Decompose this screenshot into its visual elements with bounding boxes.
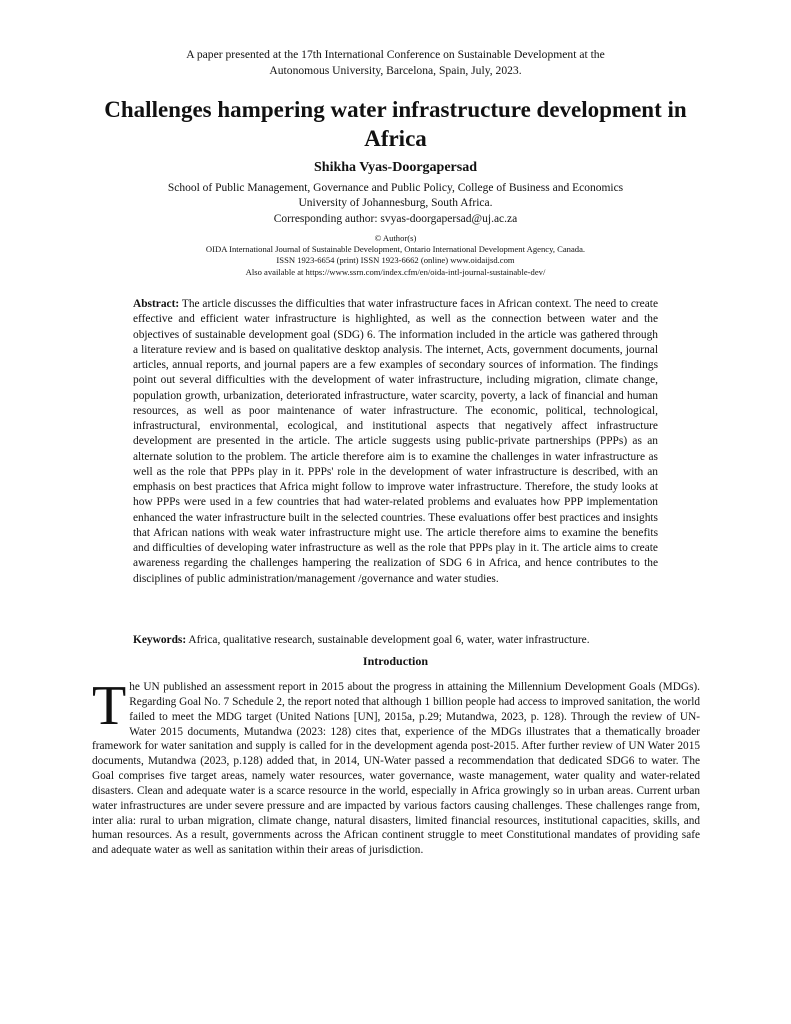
affiliation-line-2: University of Johannesburg, South Africa.: [298, 197, 493, 210]
conference-note: [100, 47, 691, 78]
journal-line: OIDA International Journal of Sustainable Development, Ontario International Development Agency, Canada.: [205, 244, 586, 255]
abstract: [133, 297, 658, 587]
abstract-label: Abstract:: [133, 298, 180, 310]
section-heading-introduction: Introduction: [362, 654, 429, 668]
paper-title-line-1: Challenges hampering water infrastructure development in: [104, 97, 687, 122]
keywords-text: Africa, qualitative research, sustainable development goal 6, water, water infrastructure.: [188, 634, 590, 646]
introduction-text: he UN published an assessment report in 2015 about the progress in attaining the Millennium Development Goals (MDGs). Regarding Goal No. 7 Schedule 2, the report noted that although 1 billion people had access to improved sanitation, the world failed to meet the MDG target (United Nations [UN], 2015a, p.29; Mutandwa, 2023, p. 128). Through the review of UN-Water 2015 documents, Mutandwa (2023: 128) cites that, experience of the MDGs illustrates that a thematically broader framework for water sanitation and supply is called for in the development agenda post-2015. After further review of UN Water 2015 documents, Mutandwa (2023, p.128) added that, in 2014, UN-Water passed a recommendation that dedicated SDG6 to water. The Goal comprises five target areas, namely water resources, water governance, waste management, water quality and water-related disasters. Clean and adequate water is a scarce resource in the world, especially in Africa growingly so in urban areas. Current urban water infrastructures are under severe pressure and are impacted by various factors causing challenges. These challenges range from, inter alia: rural to urban migration, climate change, natural disasters, limited financial resources, institutional capacities, skills, and human resources. As a result, governments across the African continent struggle to meet Constitutional mandates of providing safe and adequate water as well as sanitation within their areas of jurisdiction.: [92, 681, 700, 857]
conference-note-line-2: Autonomous University, Barcelona, Spain, July, 2023.: [269, 63, 522, 77]
author-name: Shikha Vyas-Doorgapersad: [314, 160, 477, 175]
paper-title: [70, 96, 721, 153]
copyright-line: © Author(s): [374, 233, 417, 243]
keywords: [133, 633, 658, 648]
paper-title-line-2: Africa: [364, 125, 427, 151]
drop-cap: T: [92, 675, 127, 737]
publication-meta: [80, 233, 711, 278]
corresponding-author: Corresponding author: svyas-doorgapersad@uj.ac.za: [273, 212, 518, 225]
affiliation-line-1: School of Public Management, Governance and Public Policy, College of Business and Economics: [167, 182, 624, 194]
conference-note-line-1: A paper presented at the 17th International Conference on Sustainable Development at the: [186, 48, 605, 61]
introduction-body: [92, 675, 700, 858]
issn-line: ISSN 1923-6654 (print) ISSN 1923-6662 (online) www.oidaijsd.com: [276, 255, 515, 266]
abstract-text: The article discusses the difficulties that water infrastructure faces in African context. The need to create effective and efficient water infrastructure is highlighted, as well as the connection between water and the objectives of sustainable development goal (SDG) 6. The information included in the article was gathered through a literature review and is based on qualitative desktop analysis. The internet, Acts, government documents, journal articles, annual reports, and journal papers are a few examples of secondary sources of information. The findings point out several difficulties with the development of water infrastructure, including migration, climate change, population growth, urbanization, deteriorated infrastructure, water scarcity, poverty, a lack of financial and human resources, as well as poor maintenance of water infrastructure. The economic, political, technological, infrastructural, environmental, ecological, and institutional aspects that negatively affect infrastructure development are presented in the article. The article suggests using public-private partnerships (PPPs) as an alternate solution to the problem. The article therefore aim is to examine the challenges in water infrastructure as well as the role that PPPs play in it. PPPs' role in the development of water infrastructure is described, with an emphasis on best practices that Africa might follow to improve water infrastructure. Therefore, the study looks at how PPPs were used in a few countries that had water-related problems and evaluates how PPP implementation enhanced the water infrastructure built in the selected countries. These evaluations offer best practices and insights that African nations with weak water infrastructure might use. The article therefore aims to examine the benefits and difficulties of developing water infrastructure as well as the role that PPPs play in it. The article aims to create awareness regarding the challenges hampering the realization of SDG 6 in Africa, and hence contributes to the disciplines of public administration/management /governance and water studies.: [133, 298, 658, 585]
keywords-label: Keywords:: [133, 634, 187, 646]
availability-line: Also available at https://www.ssrn.com/index.cfm/en/oida-intl-journal-sustainable-dev/: [245, 266, 546, 277]
author-affiliation: [80, 181, 711, 227]
